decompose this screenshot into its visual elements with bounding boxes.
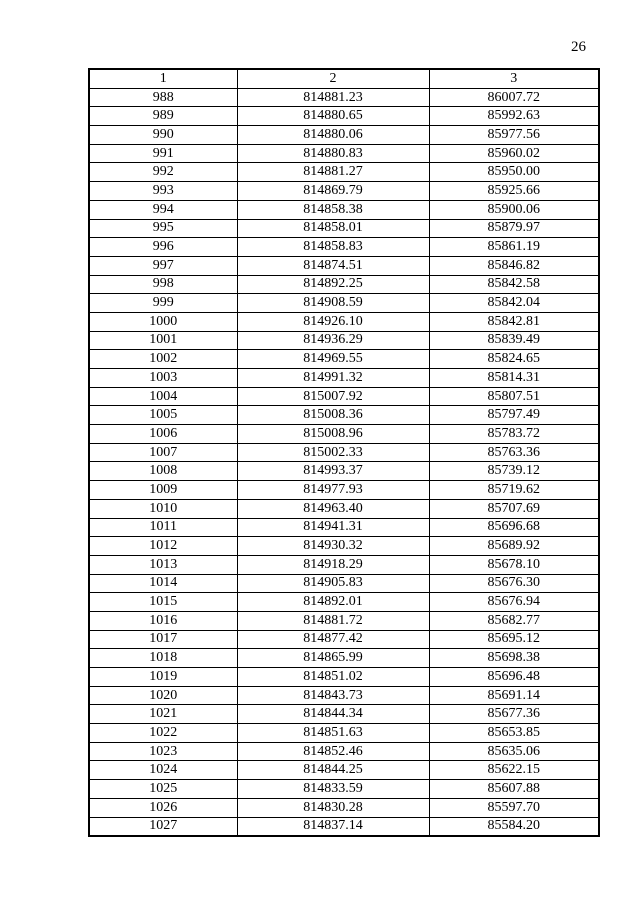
table-row [89, 462, 599, 481]
table-row [89, 275, 599, 294]
point-number-cell: 992 [89, 163, 237, 182]
coordinate-x-cell: 814843.73 [237, 686, 429, 705]
coordinate-y-cell: 85900.06 [429, 200, 599, 219]
table-row [89, 518, 599, 537]
coordinate-y-cell: 85842.81 [429, 312, 599, 331]
point-number-cell: 996 [89, 238, 237, 257]
coordinate-x-cell: 814881.27 [237, 163, 429, 182]
point-number-cell: 1003 [89, 369, 237, 388]
coordinate-x-cell: 814926.10 [237, 312, 429, 331]
coordinate-x-cell: 814880.65 [237, 107, 429, 126]
coordinate-y-cell: 85879.97 [429, 219, 599, 238]
coordinate-x-cell: 814877.42 [237, 630, 429, 649]
coordinate-y-cell: 85677.36 [429, 705, 599, 724]
coordinate-x-cell: 814930.32 [237, 537, 429, 556]
table-row [89, 238, 599, 257]
point-number-cell: 1011 [89, 518, 237, 537]
coordinate-y-cell: 85950.00 [429, 163, 599, 182]
coordinate-x-cell: 814844.25 [237, 761, 429, 780]
point-number-cell: 1015 [89, 593, 237, 612]
point-number-cell: 994 [89, 200, 237, 219]
column-header-3: 3 [429, 69, 599, 88]
coordinate-y-cell: 85696.68 [429, 518, 599, 537]
coordinate-x-cell: 814837.14 [237, 817, 429, 836]
coordinate-x-cell: 815008.36 [237, 406, 429, 425]
point-number-cell: 1023 [89, 742, 237, 761]
coordinate-x-cell: 814851.02 [237, 668, 429, 687]
point-number-cell: 989 [89, 107, 237, 126]
point-number-cell: 1027 [89, 817, 237, 836]
table-row [89, 499, 599, 518]
coordinate-y-cell: 85977.56 [429, 126, 599, 145]
coordinate-y-cell: 85807.51 [429, 387, 599, 406]
coordinate-x-cell: 814993.37 [237, 462, 429, 481]
table-row [89, 256, 599, 275]
coordinate-y-cell: 85814.31 [429, 369, 599, 388]
coordinate-y-cell: 85783.72 [429, 425, 599, 444]
coordinate-y-cell: 85824.65 [429, 350, 599, 369]
table-row [89, 425, 599, 444]
table-row [89, 144, 599, 163]
table-row [89, 406, 599, 425]
table-row [89, 668, 599, 687]
table-row [89, 630, 599, 649]
point-number-cell: 1018 [89, 649, 237, 668]
coordinate-y-cell: 85739.12 [429, 462, 599, 481]
coordinate-y-cell: 85842.04 [429, 294, 599, 313]
column-header-1: 1 [89, 69, 237, 88]
point-number-cell: 1005 [89, 406, 237, 425]
coordinate-y-cell: 85846.82 [429, 256, 599, 275]
table-body [89, 88, 599, 836]
coordinate-y-cell: 85635.06 [429, 742, 599, 761]
coordinate-x-cell: 814941.31 [237, 518, 429, 537]
table-row [89, 817, 599, 836]
coordinate-x-cell: 814963.40 [237, 499, 429, 518]
table-row [89, 537, 599, 556]
point-number-cell: 993 [89, 182, 237, 201]
table-row [89, 294, 599, 313]
coordinates-table [88, 68, 600, 837]
point-number-cell: 1013 [89, 555, 237, 574]
table-row [89, 649, 599, 668]
coordinate-x-cell: 814858.01 [237, 219, 429, 238]
table-row [89, 555, 599, 574]
coordinate-y-cell: 85689.92 [429, 537, 599, 556]
coordinate-x-cell: 814908.59 [237, 294, 429, 313]
point-number-cell: 1010 [89, 499, 237, 518]
table-row [89, 126, 599, 145]
point-number-cell: 990 [89, 126, 237, 145]
point-number-cell: 1007 [89, 443, 237, 462]
coordinate-x-cell: 814969.55 [237, 350, 429, 369]
table-row [89, 593, 599, 612]
coordinate-x-cell: 814881.23 [237, 88, 429, 107]
point-number-cell: 1019 [89, 668, 237, 687]
point-number-cell: 997 [89, 256, 237, 275]
table-row [89, 219, 599, 238]
point-number-cell: 1006 [89, 425, 237, 444]
table-row [89, 163, 599, 182]
point-number-cell: 1009 [89, 481, 237, 500]
point-number-cell: 988 [89, 88, 237, 107]
column-header-2: 2 [237, 69, 429, 88]
coordinate-y-cell: 85992.63 [429, 107, 599, 126]
coordinate-x-cell: 814892.25 [237, 275, 429, 294]
point-number-cell: 1016 [89, 611, 237, 630]
coordinate-x-cell: 814851.63 [237, 724, 429, 743]
table-row [89, 200, 599, 219]
table-row [89, 350, 599, 369]
point-number-cell: 1001 [89, 331, 237, 350]
coordinate-y-cell: 85797.49 [429, 406, 599, 425]
point-number-cell: 1014 [89, 574, 237, 593]
header-row [89, 69, 599, 88]
coordinate-x-cell: 815002.33 [237, 443, 429, 462]
table-row [89, 107, 599, 126]
coordinate-x-cell: 814858.83 [237, 238, 429, 257]
table-row [89, 182, 599, 201]
point-number-cell: 1004 [89, 387, 237, 406]
table-row [89, 742, 599, 761]
point-number-cell: 1022 [89, 724, 237, 743]
point-number-cell: 1026 [89, 798, 237, 817]
point-number-cell: 1025 [89, 780, 237, 799]
coordinate-y-cell: 85698.38 [429, 649, 599, 668]
coordinate-y-cell: 85597.70 [429, 798, 599, 817]
table-row [89, 331, 599, 350]
coordinate-x-cell: 815008.96 [237, 425, 429, 444]
coordinate-y-cell: 85622.15 [429, 761, 599, 780]
coordinate-x-cell: 814865.99 [237, 649, 429, 668]
point-number-cell: 1008 [89, 462, 237, 481]
coordinate-x-cell: 814874.51 [237, 256, 429, 275]
coordinate-y-cell: 85960.02 [429, 144, 599, 163]
table-header [89, 69, 599, 88]
coordinate-y-cell: 85696.48 [429, 668, 599, 687]
coordinate-x-cell: 814905.83 [237, 574, 429, 593]
coordinate-x-cell: 814858.38 [237, 200, 429, 219]
coordinate-x-cell: 814852.46 [237, 742, 429, 761]
table-row [89, 611, 599, 630]
coordinate-y-cell: 85678.10 [429, 555, 599, 574]
coordinate-y-cell: 85653.85 [429, 724, 599, 743]
coordinate-y-cell: 86007.72 [429, 88, 599, 107]
table-row [89, 369, 599, 388]
coordinate-x-cell: 814830.28 [237, 798, 429, 817]
point-number-cell: 1020 [89, 686, 237, 705]
table-row [89, 761, 599, 780]
coordinate-x-cell: 814892.01 [237, 593, 429, 612]
table-row [89, 780, 599, 799]
table-row [89, 574, 599, 593]
point-number-cell: 991 [89, 144, 237, 163]
table-row [89, 686, 599, 705]
coordinate-y-cell: 85682.77 [429, 611, 599, 630]
point-number-cell: 995 [89, 219, 237, 238]
point-number-cell: 1002 [89, 350, 237, 369]
table-row [89, 443, 599, 462]
point-number-cell: 999 [89, 294, 237, 313]
coordinate-y-cell: 85691.14 [429, 686, 599, 705]
coordinate-x-cell: 814977.93 [237, 481, 429, 500]
coordinate-y-cell: 85861.19 [429, 238, 599, 257]
coordinate-y-cell: 85925.66 [429, 182, 599, 201]
coordinate-x-cell: 814991.32 [237, 369, 429, 388]
coordinate-x-cell: 814881.72 [237, 611, 429, 630]
coordinate-y-cell: 85707.69 [429, 499, 599, 518]
table-row [89, 312, 599, 331]
table-row [89, 481, 599, 500]
coordinate-x-cell: 814844.34 [237, 705, 429, 724]
point-number-cell: 1000 [89, 312, 237, 331]
coordinate-y-cell: 85584.20 [429, 817, 599, 836]
coordinate-x-cell: 814918.29 [237, 555, 429, 574]
coordinate-y-cell: 85839.49 [429, 331, 599, 350]
table-row [89, 705, 599, 724]
coordinate-y-cell: 85607.88 [429, 780, 599, 799]
point-number-cell: 1012 [89, 537, 237, 556]
coordinate-y-cell: 85676.94 [429, 593, 599, 612]
coordinate-x-cell: 815007.92 [237, 387, 429, 406]
coordinate-x-cell: 814833.59 [237, 780, 429, 799]
coordinate-y-cell: 85842.58 [429, 275, 599, 294]
point-number-cell: 998 [89, 275, 237, 294]
table-row [89, 387, 599, 406]
table-row [89, 724, 599, 743]
point-number-cell: 1024 [89, 761, 237, 780]
coordinate-y-cell: 85676.30 [429, 574, 599, 593]
table-row [89, 88, 599, 107]
coordinate-x-cell: 814936.29 [237, 331, 429, 350]
coordinate-y-cell: 85763.36 [429, 443, 599, 462]
coordinate-x-cell: 814880.83 [237, 144, 429, 163]
point-number-cell: 1021 [89, 705, 237, 724]
page-number: 26 [571, 39, 586, 55]
point-number-cell: 1017 [89, 630, 237, 649]
coordinate-x-cell: 814880.06 [237, 126, 429, 145]
table-row [89, 798, 599, 817]
coordinate-y-cell: 85719.62 [429, 481, 599, 500]
coordinate-x-cell: 814869.79 [237, 182, 429, 201]
coordinate-y-cell: 85695.12 [429, 630, 599, 649]
